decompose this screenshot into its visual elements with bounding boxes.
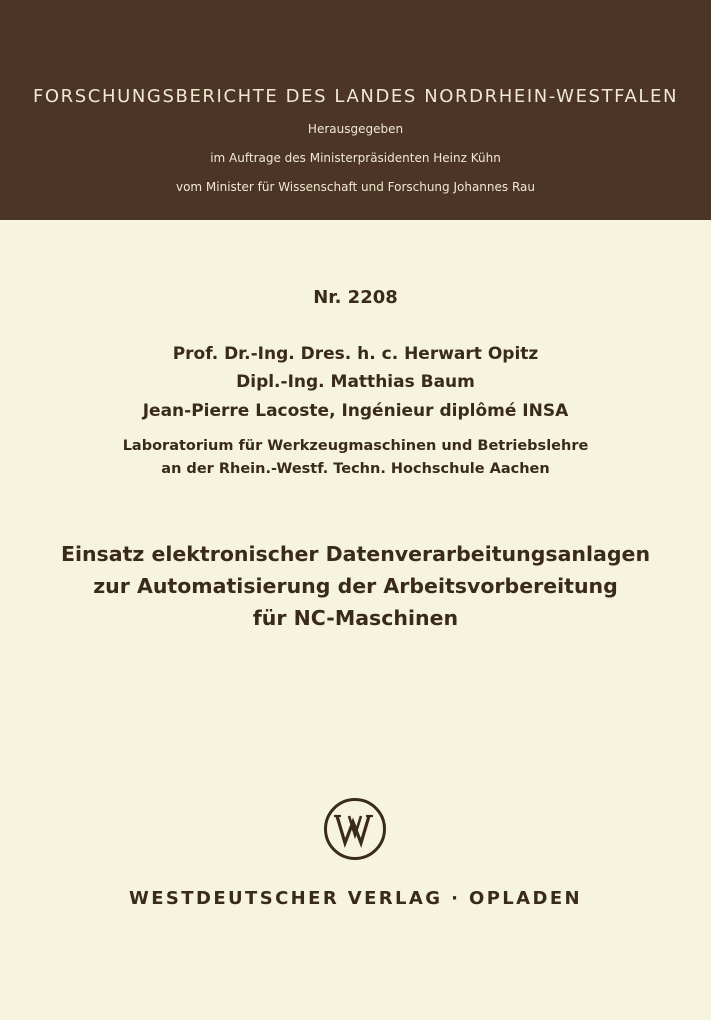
author-name: Jean-Pierre Lacoste, Ingénieur diplômé INSA [142,401,569,421]
book-title-line: für NC-Maschinen [252,606,459,630]
book-title-line: Einsatz elektronischer Datenverarbeitungsanlagen [60,542,651,566]
wv-monogram-icon [323,797,387,861]
report-number: Nr. 2208 [313,287,398,308]
book-title-line: zur Automatisierung der Arbeitsvorbereitung [93,574,618,598]
publisher-name: WESTDEUTSCHER VERLAG · OPLADEN [128,888,582,909]
author-name: Dipl.-Ing. Matthias Baum [236,372,475,392]
series-header-band [0,0,711,220]
commission-line: im Auftrage des Ministerpräsidenten Heinz Kühn [210,151,501,165]
series-title: FORSCHUNGSBERICHTE DES LANDES NORDRHEIN-WESTFALEN [32,86,679,107]
author-name: Prof. Dr.-Ing. Dres. h. c. Herwart Opitz [172,344,539,364]
editor-line: Herausgegeben [307,122,404,136]
institution-line: an der Rhein.-Westf. Techn. Hochschule Aachen [161,461,550,477]
minister-line: vom Minister für Wissenschaft und Forschung Johannes Rau [175,180,536,194]
institution-line: Laboratorium für Werkzeugmaschinen und Betriebslehre [122,438,589,454]
